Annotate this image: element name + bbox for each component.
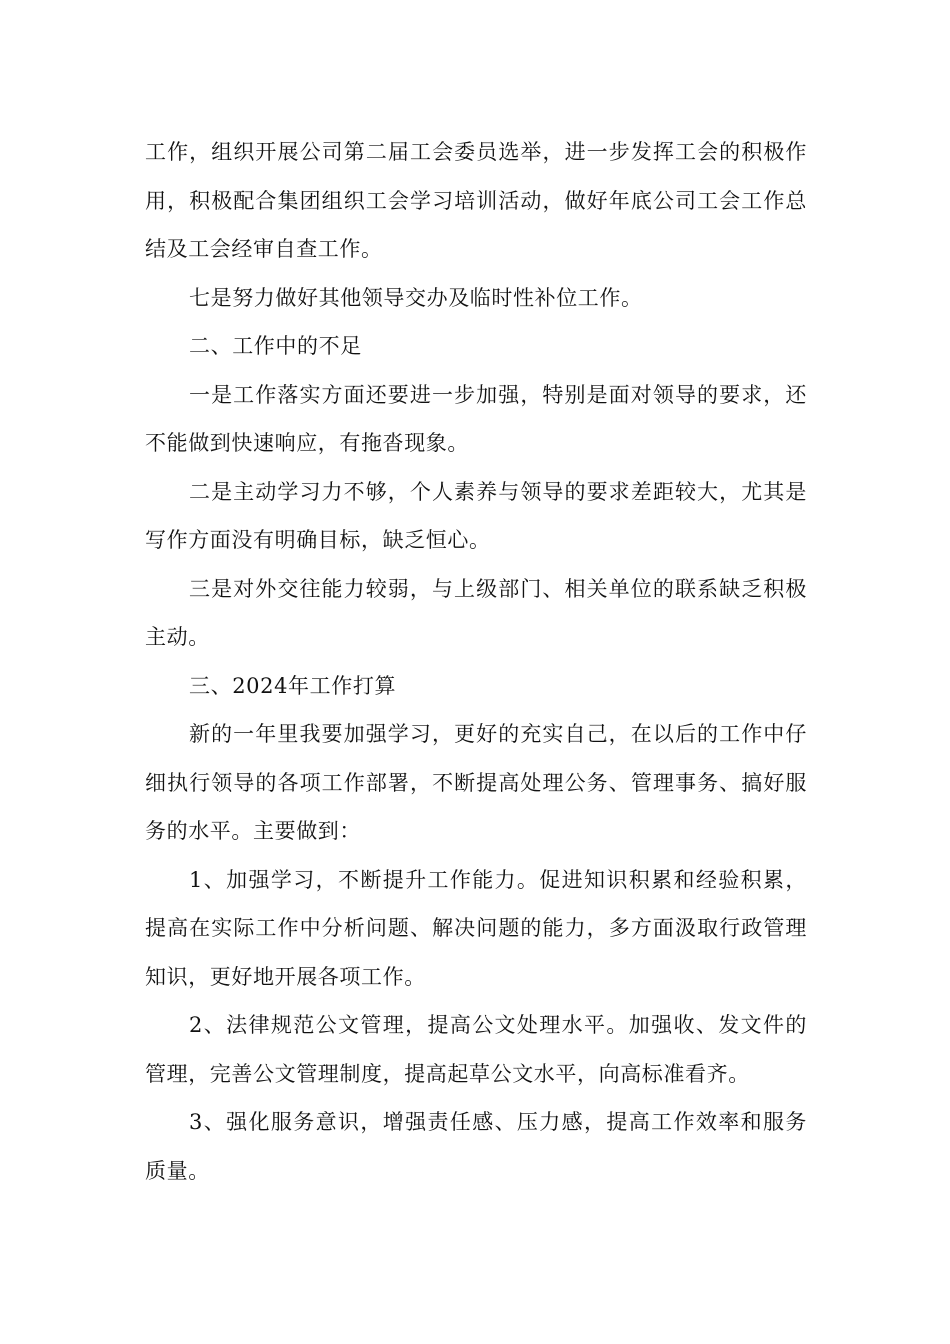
paragraph-plan-intro: 新的一年里我要加强学习，更好的充实自己，在以后的工作中仔细执行领导的各项工作部署，不断提高处理公务、管理事务、搞好服务的水平。主要做到： xyxy=(145,722,807,843)
section-heading-plan: 三、2024年工作打算 xyxy=(189,673,397,698)
paragraph-union-work: 工作，组织开展公司第二届工会委员选举，进一步发挥工会的积极作用，积极配合集团组织工会学习培训活动，做好年底公司工会工作总结及工会经审自查工作。 xyxy=(145,140,807,261)
paragraph-shortcoming-two: 二是主动学习力不够，个人素养与领导的要求差距较大，尤其是写作方面没有明确目标，缺乏恒心。 xyxy=(145,479,807,552)
document-body xyxy=(145,128,807,1195)
paragraph-shortcoming-one: 一是工作落实方面还要进一步加强，特别是面对领导的要求，还不能做到快速响应，有拖沓现象。 xyxy=(145,382,807,455)
section-heading-shortcomings: 二、工作中的不足 xyxy=(189,334,362,358)
paragraph-item-seven: 七是努力做好其他领导交办及临时性补位工作。 xyxy=(189,285,643,310)
paragraph-shortcoming-three: 三是对外交往能力较弱，与上级部门、相关单位的联系缺乏积极主动。 xyxy=(145,576,807,649)
paragraph-plan-item-3: 3、强化服务意识，增强责任感、压力感，提高工作效率和服务质量。 xyxy=(145,1110,807,1183)
paragraph-plan-item-1: 1、加强学习，不断提升工作能力。促进知识积累和经验积累，提高在实际工作中分析问题、解决问题的能力，多方面汲取行政管理知识，更好地开展各项工作。 xyxy=(145,867,807,989)
paragraph-plan-item-2: 2、法律规范公文管理，提高公文处理水平。加强收、发文件的管理，完善公文管理制度，提高起草公文水平，向高标准看齐。 xyxy=(145,1013,807,1086)
